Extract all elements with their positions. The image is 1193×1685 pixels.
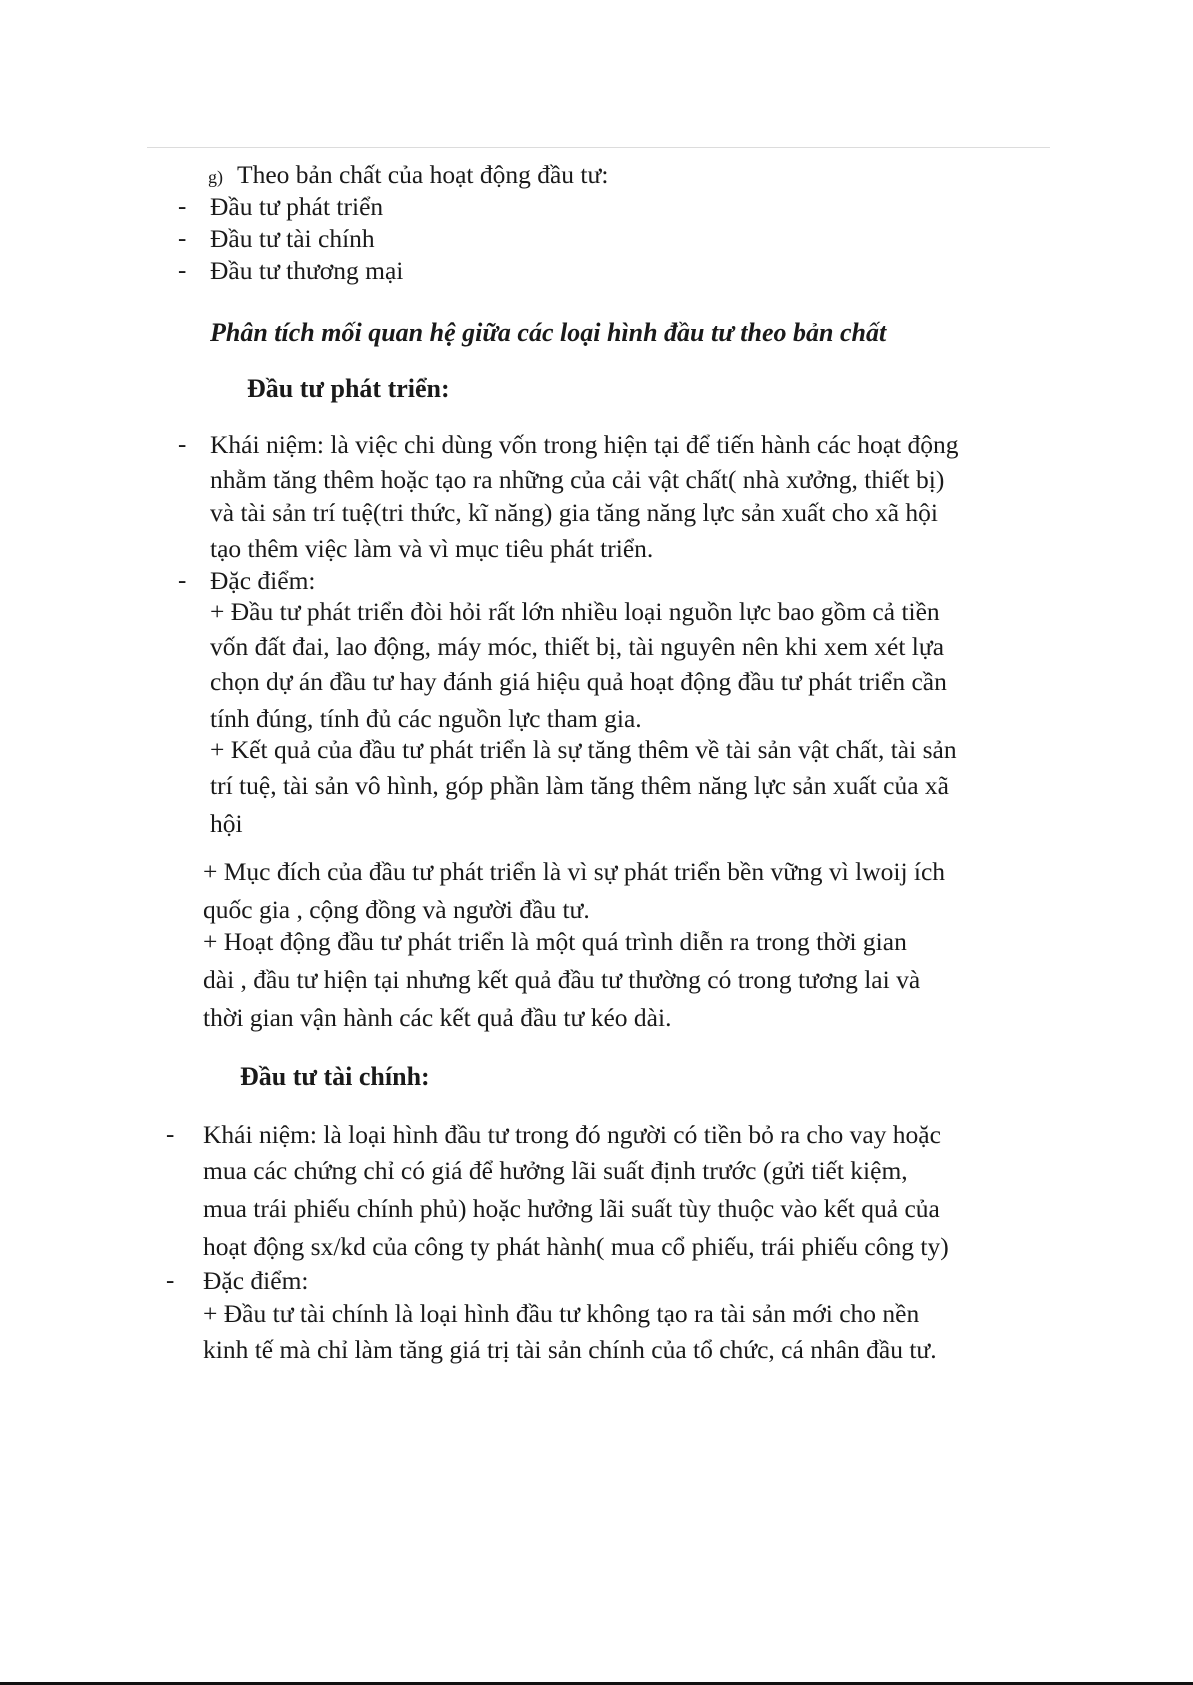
dev-extra-line: quốc gia , cộng đồng và người đầu tư. [203, 895, 590, 924]
fin-concept-line: mua trái phiếu chính phủ) hoặc hưởng lãi suất tùy thuộc vào kết quả của [203, 1194, 940, 1223]
dev-extra-line: + Hoạt động đầu tư phát triển là một quá trình diễn ra trong thời gian [203, 927, 907, 956]
top-divider [147, 147, 1050, 148]
bullet-dash: - [178, 431, 187, 458]
fin-features-label: Đặc điểm: [203, 1266, 309, 1295]
analysis-heading: Phân tích mối quan hệ giữa các loại hình đầu tư theo bản chất [210, 318, 887, 347]
dev-extra-line: dài , đầu tư hiện tại nhưng kết quả đầu tư thường có trong tương lai và [203, 965, 921, 994]
list-item-dev: Đầu tư phát triển [210, 192, 384, 221]
list-item-trade: Đầu tư thương mại [210, 256, 404, 285]
dev-feature-line: + Kết quả của đầu tư phát triển là sự tăng thêm về tài sản vật chất, tài sản [210, 735, 957, 764]
dev-feature-line: vốn đất đai, lao động, máy móc, thiết bị, tài nguyên nên khi xem xét lựa [210, 632, 945, 661]
dev-extra-line: thời gian vận hành các kết quả đầu tư kéo dài. [203, 1003, 672, 1032]
dev-concept-line: và tài sản trí tuệ(tri thức, kĩ năng) gia tăng năng lực sản xuất cho xã hội [210, 498, 938, 527]
dev-feature-line: hội [210, 809, 243, 838]
bullet-dash: - [166, 1267, 175, 1294]
section-g-title-line [208, 160, 608, 192]
dev-feature-line: trí tuệ, tài sản vô hình, góp phần làm tăng thêm năng lực sản xuất của xã [210, 771, 949, 800]
section-g-marker: g) [208, 167, 223, 187]
bullet-dash: - [178, 193, 187, 220]
dev-concept-line: nhằm tăng thêm hoặc tạo ra những của cải vật chất( nhà xưởng, thiết bị) [210, 465, 945, 494]
dev-heading: Đầu tư phát triển: [247, 374, 450, 403]
fin-feature-line: + Đầu tư tài chính là loại hình đầu tư không tạo ra tài sản mới cho nền [203, 1299, 920, 1328]
fin-heading: Đầu tư tài chính: [240, 1062, 430, 1091]
list-item-fin: Đầu tư tài chính [210, 224, 375, 253]
bullet-dash: - [178, 257, 187, 284]
fin-concept-line: hoạt động sx/kd của công ty phát hành( mua cổ phiếu, trái phiếu công ty) [203, 1232, 949, 1261]
dev-concept-line: Khái niệm: là việc chi dùng vốn trong hiện tại để tiến hành các hoạt động [210, 430, 959, 459]
dev-feature-line: chọn dự án đầu tư hay đánh giá hiệu quả hoạt động đầu tư phát triển cần [210, 667, 947, 696]
dev-feature-line: tính đúng, tính đủ các nguồn lực tham gia. [210, 704, 642, 733]
fin-feature-line: kinh tế mà chỉ làm tăng giá trị tài sản chính của tổ chức, cá nhân đầu tư. [203, 1335, 937, 1364]
fin-concept-line: mua các chứng chỉ có giá để hưởng lãi suất định trước (gửi tiết kiệm, [203, 1156, 908, 1185]
section-g-title: Theo bản chất của hoạt động đầu tư: [237, 160, 609, 189]
fin-concept-line: Khái niệm: là loại hình đầu tư trong đó người có tiền bỏ ra cho vay hoặc [203, 1120, 941, 1149]
bullet-dash: - [178, 567, 187, 594]
dev-extra-line: + Mục đích của đầu tư phát triển là vì sự phát triển bền vững vì lwoij ích [203, 857, 946, 886]
bullet-dash: - [166, 1121, 175, 1148]
dev-features-label: Đặc điểm: [210, 566, 316, 595]
dev-concept-line: tạo thêm việc làm và vì mục tiêu phát triển. [210, 534, 654, 563]
bullet-dash: - [178, 225, 187, 252]
dev-feature-line: + Đầu tư phát triển đòi hỏi rất lớn nhiều loại nguồn lực bao gồm cả tiền [210, 597, 940, 626]
